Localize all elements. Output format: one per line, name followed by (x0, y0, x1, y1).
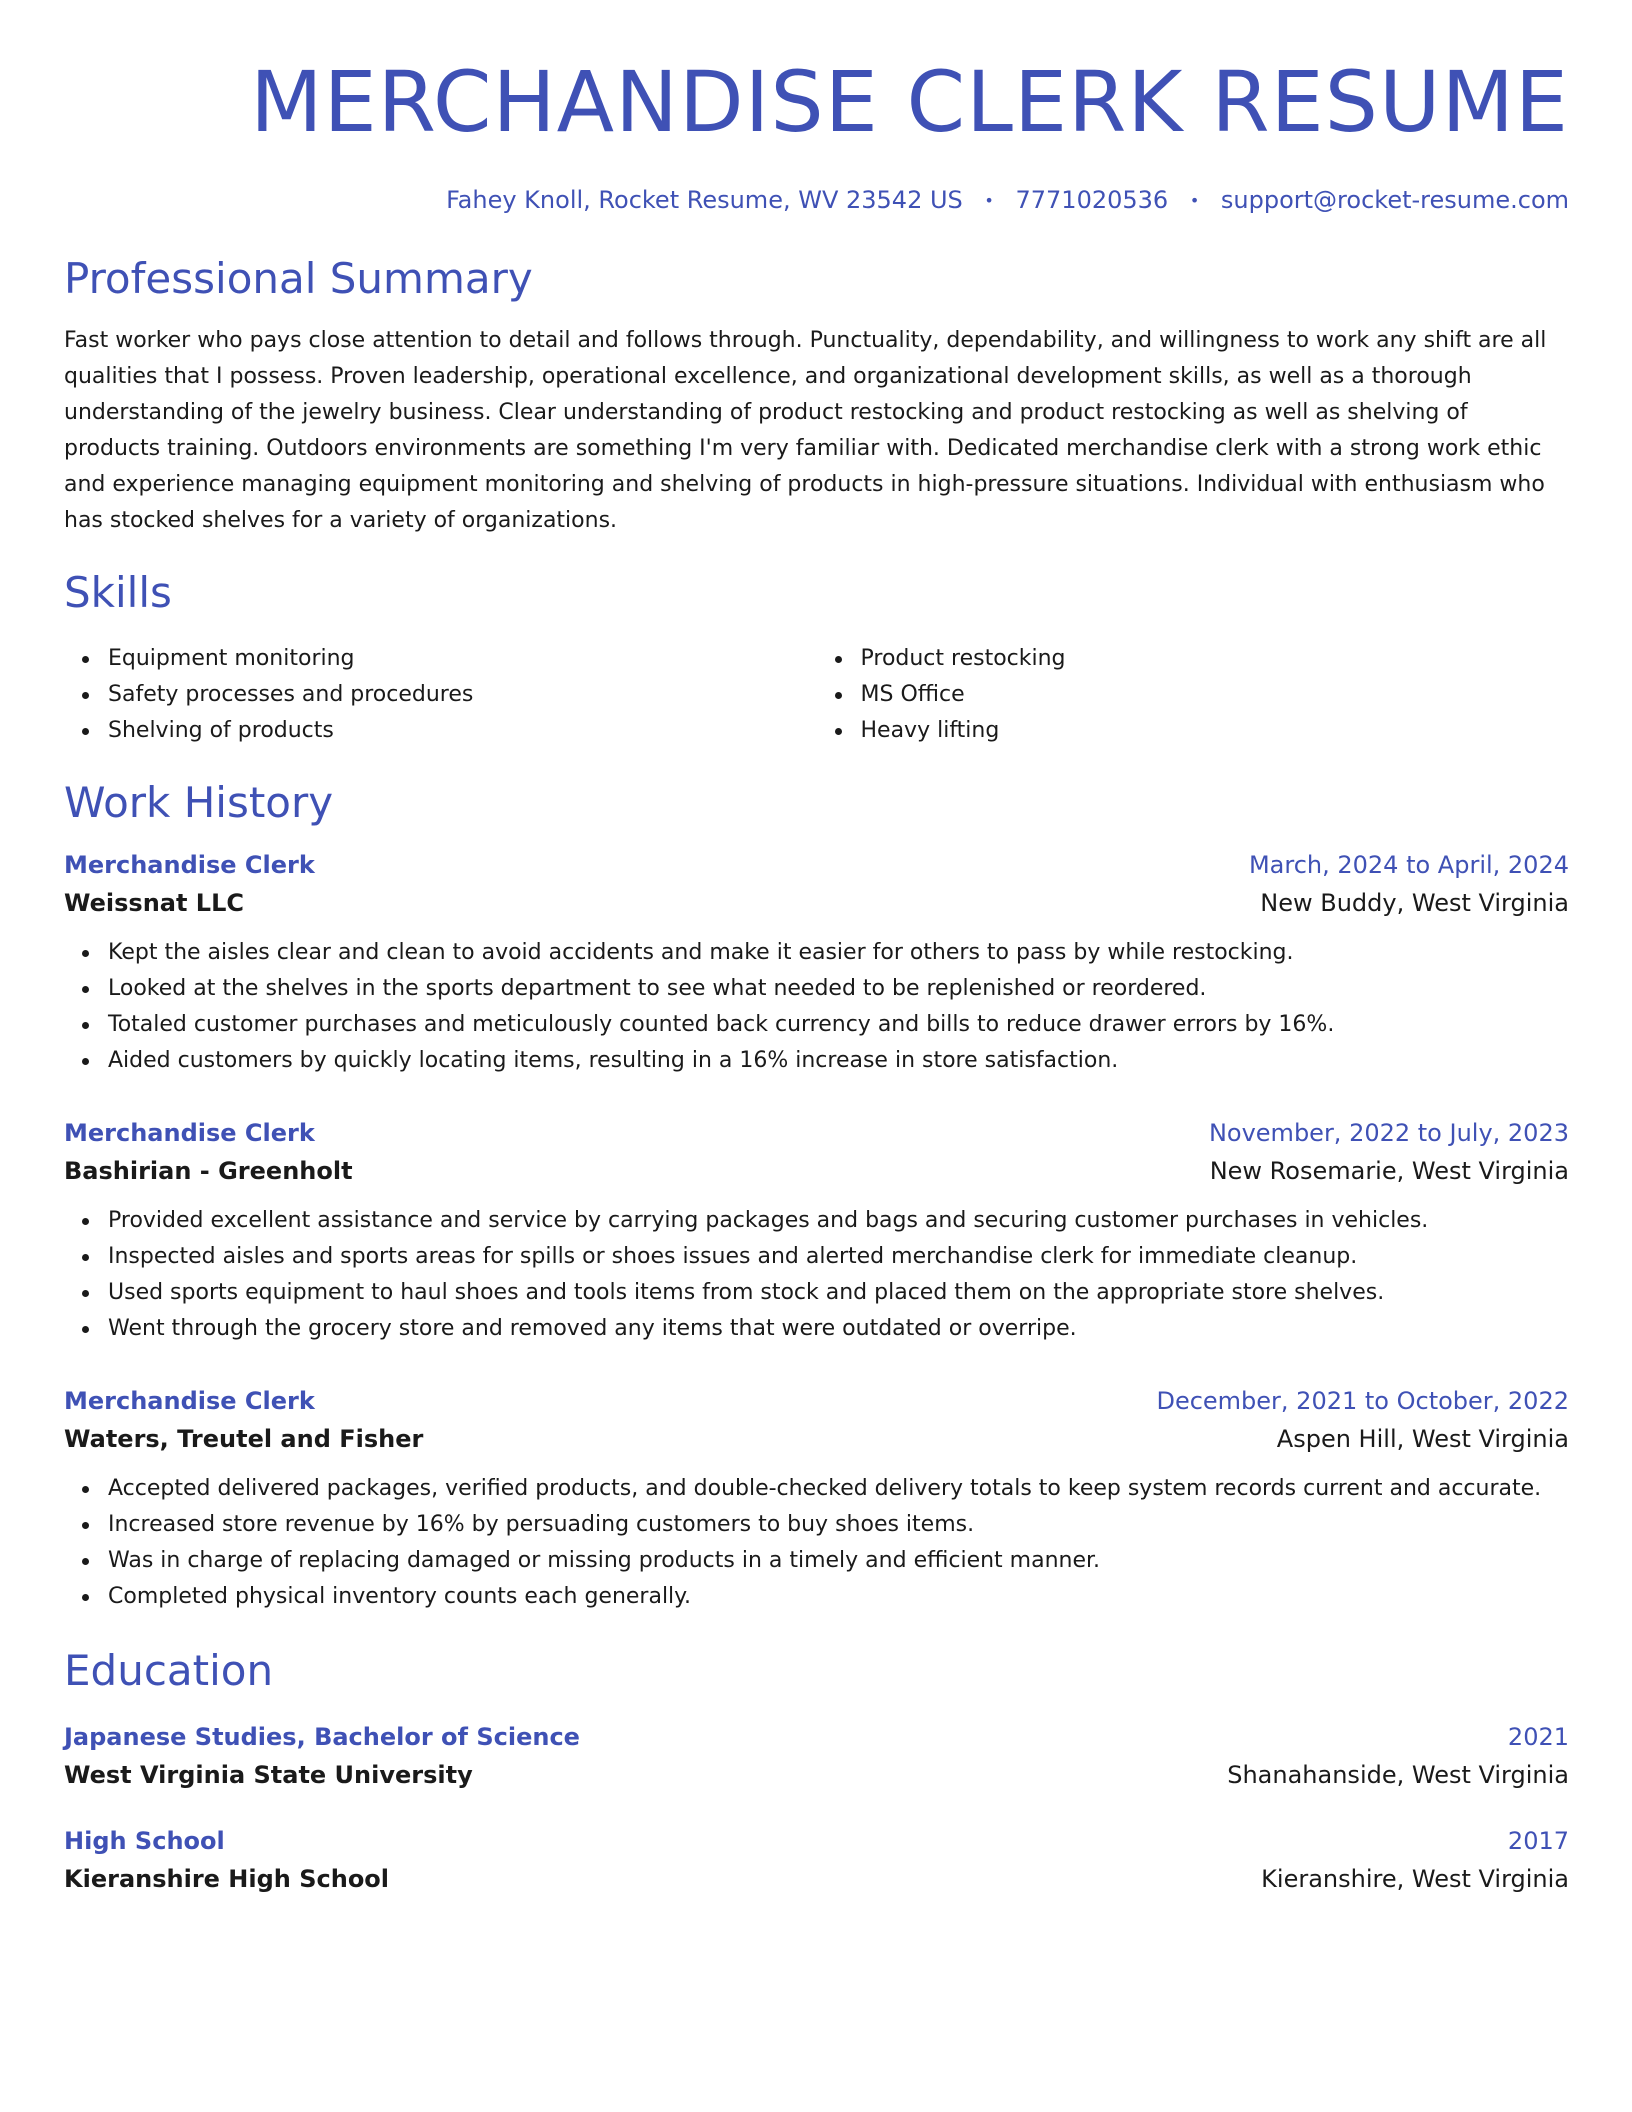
contact-email: support@rocket-resume.com (1220, 186, 1569, 214)
job-location: New Rosemarie, West Virginia (1209, 1157, 1569, 1185)
job-role: Merchandise Clerk (64, 851, 315, 879)
job-bullet: Completed physical inventory counts each generally. (108, 1579, 1569, 1615)
job-bullet: Totaled customer purchases and meticulously counted back currency and bills to reduce drawer errors by 16%. (108, 1007, 1569, 1043)
job-entry (64, 1385, 1569, 1615)
contact-phone: 7771020536 (1015, 186, 1169, 214)
job-bullet: Inspected aisles and sports areas for spills or shoes issues and alerted merchandise clerk for immediate cleanup. (108, 1239, 1569, 1275)
job-dates: November, 2022 to July, 2023 (1208, 1119, 1569, 1147)
education-heading: Education (64, 1646, 274, 1695)
skill-item: Equipment monitoring (108, 641, 817, 677)
education-school: Kieranshire High School (64, 1865, 390, 1893)
education-school: West Virginia State University (64, 1761, 473, 1789)
job-bullets (64, 935, 1569, 1079)
skill-item: MS Office (861, 677, 1570, 713)
skill-item: Safety processes and procedures (108, 677, 817, 713)
education-year: 2017 (1507, 1827, 1569, 1855)
skill-item: Product restocking (861, 641, 1570, 677)
job-bullet: Provided excellent assistance and service by carrying packages and bags and securing customer purchases in vehicles. (108, 1203, 1569, 1239)
job-company: Waters, Treutel and Fisher (64, 1425, 424, 1453)
job-dates: March, 2024 to April, 2024 (1248, 851, 1569, 879)
education-entry (64, 1825, 1569, 1895)
job-bullet: Was in charge of replacing damaged or missing products in a timely and efficient manner. (108, 1543, 1569, 1579)
job-entry (64, 1117, 1569, 1347)
education-entry (64, 1721, 1569, 1791)
education-degree: Japanese Studies, Bachelor of Science (64, 1723, 580, 1751)
education-degree: High School (64, 1827, 225, 1855)
job-entry (64, 849, 1569, 1079)
job-bullet: Went through the grocery store and removed any items that were outdated or overripe. (108, 1311, 1569, 1347)
work-history-heading: Work History (64, 778, 334, 827)
job-bullet: Aided customers by quickly locating items, resulting in a 16% increase in store satisfaction. (108, 1043, 1569, 1079)
job-company: Weissnat LLC (64, 889, 244, 917)
education-location: Kieranshire, West Virginia (1261, 1865, 1569, 1893)
job-company: Bashirian - Greenholt (64, 1157, 353, 1185)
skills-list (64, 641, 1569, 749)
summary-text: Fast worker who pays close attention to detail and follows through. Punctuality, dependability, and willingness to work any shift are all qualities that I possess. Proven leadership, operational excellence, and organizational development skills, as well as a thorough understanding of the jewelry business. Clear understanding of product restocking and product restocking as well as shelving of products training. Outdoors environments are something I'm very familiar with. Dedicated merchandise clerk with a strong work ethic and experience managing equipment monitoring and shelving of products in high-pressure situations. Individual with enthusiasm who has stocked shelves for a variety of organizations. (64, 328, 1547, 533)
skill-item: Heavy lifting (861, 713, 1570, 749)
contact-separator: • (1189, 191, 1200, 210)
job-bullets (64, 1203, 1569, 1347)
education-year: 2021 (1507, 1723, 1569, 1751)
skills-heading: Skills (64, 568, 172, 617)
resume-title: MERCHANDISE CLERK RESUME (250, 53, 1569, 151)
summary-heading: Professional Summary (64, 254, 533, 303)
job-bullet: Looked at the shelves in the sports department to see what needed to be replenished or reordered. (108, 971, 1569, 1007)
education-location: Shanahanside, West Virginia (1227, 1761, 1569, 1789)
job-location: New Buddy, West Virginia (1260, 889, 1569, 917)
job-role: Merchandise Clerk (64, 1387, 315, 1415)
job-bullets (64, 1471, 1569, 1615)
contact-address: Fahey Knoll, Rocket Resume, WV 23542 US (446, 186, 963, 214)
job-bullet: Kept the aisles clear and clean to avoid accidents and make it easier for others to pass by while restocking. (108, 935, 1569, 971)
skills-column-right (817, 641, 1570, 749)
skill-item: Shelving of products (108, 713, 817, 749)
contact-line (64, 184, 1569, 217)
job-bullet: Increased store revenue by 16% by persuading customers to buy shoes items. (108, 1507, 1569, 1543)
job-dates: December, 2021 to October, 2022 (1156, 1387, 1569, 1415)
job-location: Aspen Hill, West Virginia (1276, 1425, 1569, 1453)
job-bullet: Used sports equipment to haul shoes and tools items from stock and placed them on the appropriate store shelves. (108, 1275, 1569, 1311)
skills-column-left (64, 641, 817, 749)
job-bullet: Accepted delivered packages, verified products, and double-checked delivery totals to keep system records current and accurate. (108, 1471, 1569, 1507)
contact-separator: • (984, 191, 994, 210)
job-role: Merchandise Clerk (64, 1119, 315, 1147)
